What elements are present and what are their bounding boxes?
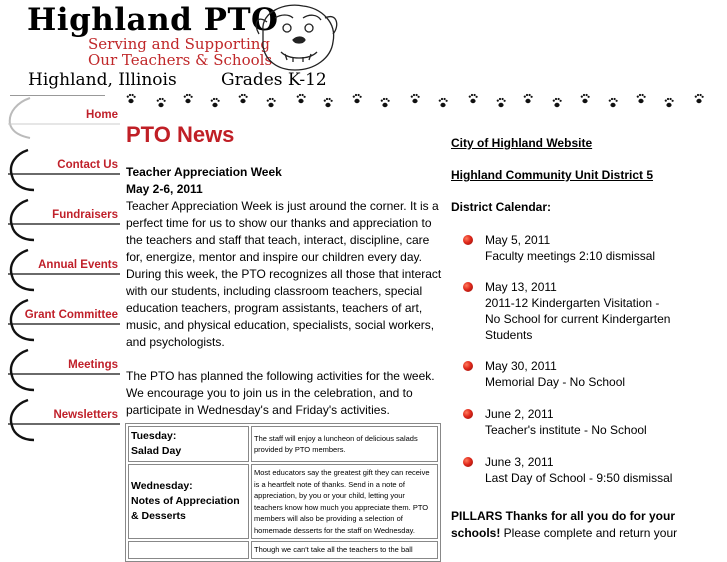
school-district-link[interactable]: Highland Community Unit District 5 bbox=[451, 168, 654, 182]
site-header bbox=[0, 0, 727, 92]
schedule-event: Notes of Appreciation & Desserts bbox=[131, 495, 240, 522]
pillars-message bbox=[451, 508, 716, 542]
event-date: May 13, 2011 bbox=[485, 280, 557, 294]
event-text bbox=[485, 406, 647, 438]
article-paragraph-2: The PTO has planned the following activities for the week. We encourage you to join us in the celebration, and to participate in Wednesday's and Friday's activities. bbox=[126, 369, 435, 417]
nav-item-home[interactable] bbox=[0, 96, 122, 142]
nav-item-label[interactable]: Home bbox=[86, 109, 118, 121]
schedule-event: Salad Day bbox=[131, 445, 182, 457]
grades-text: Grades K-12 bbox=[221, 70, 327, 90]
pillars-heading: PILLARS Thanks for all you do for your schools! bbox=[451, 509, 676, 540]
bullet-icon bbox=[463, 282, 473, 292]
schedule-day-cell bbox=[128, 426, 249, 462]
event-description: Students bbox=[485, 328, 533, 342]
nav-item-meetings[interactable] bbox=[0, 346, 122, 392]
site-title[interactable]: Highland PTO bbox=[27, 2, 279, 38]
article-dates: May 2-6, 2011 bbox=[126, 182, 203, 196]
schedule-day: Tuesday: bbox=[131, 430, 177, 442]
nav-item-label[interactable]: Contact Us bbox=[57, 159, 118, 171]
event-description: 2011-12 Kindergarten Visitation - bbox=[485, 296, 660, 310]
event-text bbox=[485, 232, 655, 264]
tagline-line-2: Our Teachers & Schools bbox=[88, 51, 273, 69]
nav-item-annual-events[interactable] bbox=[0, 246, 122, 292]
bullet-icon bbox=[463, 457, 473, 467]
news-content bbox=[126, 122, 442, 562]
event-date: June 2, 2011 bbox=[485, 407, 554, 421]
bulldog-mascot-icon bbox=[245, 0, 341, 76]
bullet-icon bbox=[463, 409, 473, 419]
table-row bbox=[128, 426, 438, 462]
schedule-day-cell bbox=[128, 464, 249, 539]
event-description: No School for current Kindergarten bbox=[485, 312, 671, 326]
table-row bbox=[128, 541, 438, 559]
location-text: Highland, Illinois bbox=[28, 70, 177, 90]
city-website-link[interactable]: City of Highland Website bbox=[451, 136, 593, 150]
bullet-icon bbox=[463, 361, 473, 371]
nav-item-label[interactable]: Grant Committee bbox=[24, 309, 118, 321]
nav-item-grant-committee[interactable] bbox=[0, 296, 122, 342]
nav-item-label[interactable]: Newsletters bbox=[53, 409, 118, 421]
event-date: May 5, 2011 bbox=[485, 233, 551, 247]
schedule-description: Though we can't take all the teachers to the ball bbox=[251, 541, 438, 559]
page-title: PTO News bbox=[126, 122, 235, 147]
activities-table bbox=[125, 423, 441, 562]
nav-item-label[interactable]: Meetings bbox=[68, 359, 118, 371]
schedule-description: The staff will enjoy a luncheon of delicious salads provided by PTO members. bbox=[251, 426, 438, 462]
tagline-line-1: Serving and Supporting bbox=[88, 35, 271, 53]
nav-item-fundraisers[interactable] bbox=[0, 196, 122, 242]
bullet-icon bbox=[463, 235, 473, 245]
table-row bbox=[128, 464, 438, 539]
nav-item-newsletters[interactable] bbox=[0, 396, 122, 442]
event-date: May 30, 2011 bbox=[485, 359, 557, 373]
schedule-day-cell bbox=[128, 541, 249, 559]
event-date: June 3, 2011 bbox=[485, 455, 554, 469]
nav-item-label[interactable]: Annual Events bbox=[38, 259, 118, 271]
pillars-text: Please complete and return your bbox=[500, 526, 678, 540]
event-description: Teacher's institute - No School bbox=[485, 423, 647, 437]
event-description: Memorial Day - No School bbox=[485, 375, 626, 389]
event-description: Last Day of School - 9:50 dismissal bbox=[485, 471, 673, 485]
article-paragraph-1: Teacher Appreciation Week is just around the corner. It is a perfect time for us to show our thanks and appreciation to the teachers and staff that teach, interact, discipline, care for, energize, mentor and inspire our children every day. During this week, the PTO recognizes all those that interact with our students, including classroom teachers, special education teachers, program assistants, teachers of art, music, and physical education, specialists, social workers, and psychologists. bbox=[126, 199, 442, 349]
paw-prints-decoration-icon bbox=[113, 90, 727, 112]
event-text bbox=[485, 279, 670, 343]
schedule-description: Most educators say the greatest gift they can receive is a heartfelt note of thanks. Send in a note of appreciation, by you or your child, letting your teachers know how much you appreciate them. PTO members will also be providing a selection of homemade desserts for the staff on Wednesday. bbox=[251, 464, 438, 539]
nav-item-label[interactable]: Fundraisers bbox=[52, 209, 118, 221]
calendar-title: District Calendar: bbox=[451, 200, 552, 214]
article-title: Teacher Appreciation Week bbox=[126, 165, 282, 179]
schedule-day: Wednesday: bbox=[131, 480, 193, 492]
event-text bbox=[485, 358, 625, 390]
event-text bbox=[485, 454, 672, 486]
event-description: Faculty meetings 2:10 dismissal bbox=[485, 249, 656, 263]
nav-item-contact-us[interactable] bbox=[0, 146, 122, 192]
